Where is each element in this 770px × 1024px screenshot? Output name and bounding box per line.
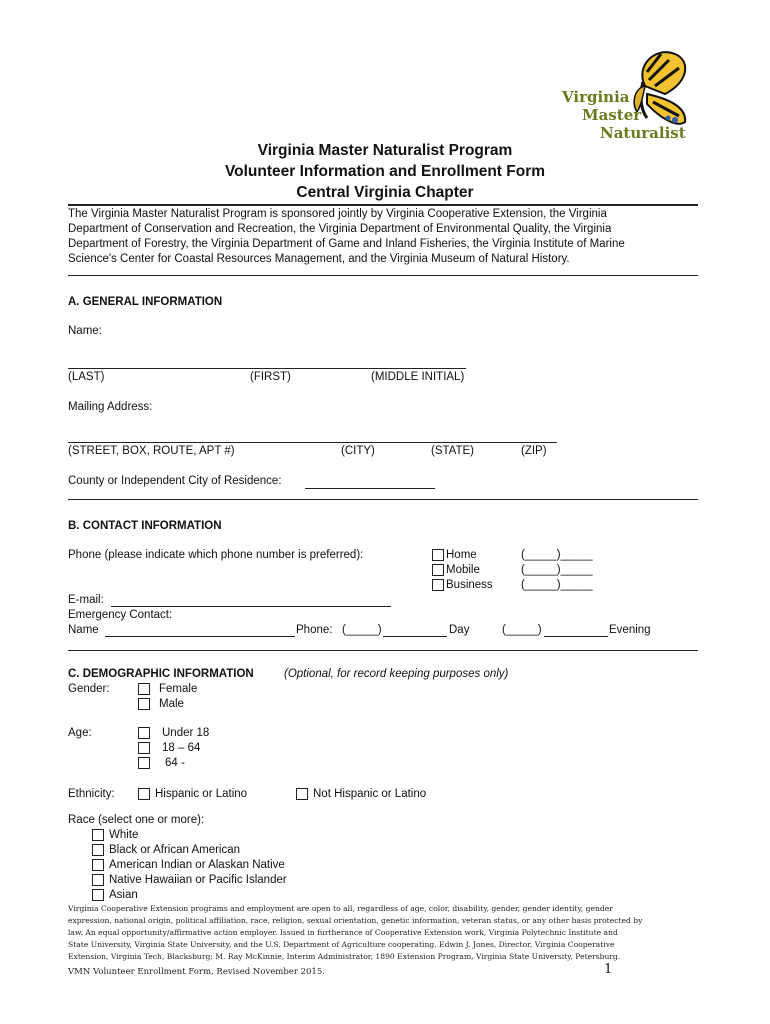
race-black-checkbox[interactable] <box>92 844 104 856</box>
day-phone-field[interactable] <box>383 636 447 637</box>
page-number: 1 <box>604 962 613 977</box>
male-checkbox[interactable] <box>138 698 150 710</box>
footer-line-4: State University, Virginia State University, and the U.S. Department of Agriculture cooperating. Edwin J. Jones, Director, Virginia Cooperative <box>68 940 615 949</box>
middle-initial-caption: (MIDDLE INITIAL) <box>371 371 465 383</box>
evening-label: Evening <box>609 624 651 636</box>
race-pacific-islander-label: Native Hawaiian or Pacific Islander <box>109 874 287 886</box>
not-hispanic-label: Not Hispanic or Latino <box>313 788 427 800</box>
home-phone-field[interactable]: (_____)_____ <box>521 549 593 561</box>
logo-line-2: Master <box>582 106 642 124</box>
evening-phone-field[interactable] <box>544 636 608 637</box>
footer-line-3: law. An equal opportunity/affirmative action employer. Issued in furtherance of Cooperative Extension work, Virginia Polytechnic Institute and <box>68 928 618 937</box>
revision-note: VMN Volunteer Enrollment Form, Revised November 2015. <box>68 967 325 977</box>
gender-label: Gender: <box>68 683 110 695</box>
race-white-checkbox[interactable] <box>92 829 104 841</box>
footer-line-5: Extension, Virginia Tech, Blacksburg; M. Ray McKinnie, Interim Administrator, 1890 Extension Program, Virginia State University, Petersburg. <box>68 952 621 961</box>
section-a-heading: A. GENERAL INFORMATION <box>68 296 223 308</box>
home-phone-checkbox[interactable] <box>432 549 444 561</box>
ethnicity-label: Ethnicity: <box>68 788 115 800</box>
footer-line-1: Virginia Cooperative Extension programs and employment are open to all, regardless of age, color, disability, gender, gender identity, gender <box>68 904 613 913</box>
age-64-plus-label: 64 - <box>165 757 185 769</box>
not-hispanic-checkbox[interactable] <box>296 788 308 800</box>
business-phone-checkbox[interactable] <box>432 579 444 591</box>
hispanic-checkbox[interactable] <box>138 788 150 800</box>
section-c-heading: C. DEMOGRAPHIC INFORMATION <box>68 668 254 680</box>
title-divider <box>68 204 698 206</box>
emergency-name-label: Name <box>68 624 99 636</box>
under-18-label: Under 18 <box>162 727 210 739</box>
female-label: Female <box>159 683 198 695</box>
street-caption: (STREET, BOX, ROUTE, APT #) <box>68 445 235 457</box>
email-field[interactable] <box>111 606 391 607</box>
name-field[interactable] <box>68 368 466 369</box>
section-c-note: (Optional, for record keeping purposes only) <box>284 668 509 680</box>
first-name-caption: (FIRST) <box>250 371 291 383</box>
county-field[interactable] <box>305 488 435 489</box>
emergency-phone-label: Phone: <box>296 624 333 636</box>
last-name-caption: (LAST) <box>68 371 105 383</box>
section-divider <box>68 650 698 651</box>
race-pacific-islander-checkbox[interactable] <box>92 874 104 886</box>
name-label: Name: <box>68 325 102 337</box>
emergency-name-field[interactable] <box>105 636 295 637</box>
mobile-phone-field[interactable]: (_____)_____ <box>521 564 593 576</box>
logo-line-3: Naturalist <box>600 124 686 142</box>
phone-preference-label: Phone (please indicate which phone number is preferred): <box>68 549 364 561</box>
mobile-phone-checkbox[interactable] <box>432 564 444 576</box>
hispanic-label: Hispanic or Latino <box>155 788 248 800</box>
form-title-line-2: Volunteer Information and Enrollment Form <box>224 163 546 180</box>
mailing-address-field[interactable] <box>68 442 557 443</box>
male-label: Male <box>159 698 184 710</box>
section-divider <box>68 275 698 276</box>
mobile-phone-label: Mobile <box>446 564 480 576</box>
under-18-checkbox[interactable] <box>138 727 150 739</box>
race-american-indian-checkbox[interactable] <box>92 859 104 871</box>
city-caption: (CITY) <box>341 445 375 457</box>
race-black-label: Black or African American <box>109 844 241 856</box>
zip-caption: (ZIP) <box>521 445 547 457</box>
email-label: E-mail: <box>68 594 104 606</box>
form-title-line-3: Central Virginia Chapter <box>296 184 474 201</box>
emergency-contact-label: Emergency Contact: <box>68 609 173 621</box>
home-phone-label: Home <box>446 549 477 561</box>
business-phone-field[interactable]: (_____)_____ <box>521 579 593 591</box>
section-divider <box>68 499 698 500</box>
intro-line-2: Department of Conservation and Recreation, the Virginia Department of Environmental Quality, the Virginia <box>68 223 612 235</box>
race-american-indian-label: American Indian or Alaskan Native <box>109 859 285 871</box>
form-title-line-1: Virginia Master Naturalist Program <box>257 142 513 159</box>
race-asian-label: Asian <box>109 889 138 901</box>
age-64-plus-checkbox[interactable] <box>138 757 150 769</box>
county-label: County or Independent City of Residence: <box>68 475 282 487</box>
logo-line-1: Virginia <box>562 88 630 106</box>
logo <box>560 44 700 149</box>
mailing-address-label: Mailing Address: <box>68 401 153 413</box>
age-label: Age: <box>68 727 92 739</box>
day-area-code-field[interactable]: (_____) <box>342 624 382 636</box>
race-white-label: White <box>109 829 139 841</box>
section-b-heading: B. CONTACT INFORMATION <box>68 520 222 532</box>
footer-line-2: expression, national origin, political affiliation, race, religion, sexual orientation, genetic information, veteran status, or any other basis protected by <box>68 916 643 925</box>
business-phone-label: Business <box>446 579 493 591</box>
female-checkbox[interactable] <box>138 683 150 695</box>
evening-area-code-field[interactable]: (_____) <box>502 624 542 636</box>
state-caption: (STATE) <box>431 445 475 457</box>
intro-line-3: Department of Forestry, the Virginia Department of Game and Inland Fisheries, the Virginia Institute of Marine <box>68 238 625 250</box>
intro-line-1: The Virginia Master Naturalist Program is sponsored jointly by Virginia Cooperative Extension, the Virginia <box>68 208 607 220</box>
intro-line-4: Science's Center for Coastal Resources Management, and the Virginia Museum of Natural History. <box>68 253 570 265</box>
race-label: Race (select one or more): <box>68 814 205 826</box>
age-18-64-label: 18 – 64 <box>162 742 201 754</box>
age-18-64-checkbox[interactable] <box>138 742 150 754</box>
race-asian-checkbox[interactable] <box>92 889 104 901</box>
day-label: Day <box>449 624 470 636</box>
